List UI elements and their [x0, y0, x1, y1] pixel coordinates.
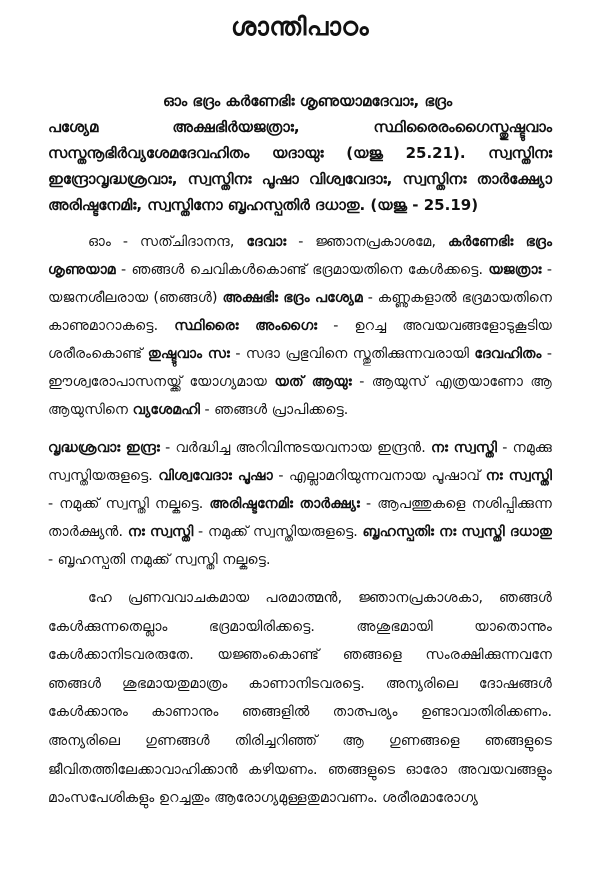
term-highlight: കർണേഭിഃ ഭദ്രം ശൃണുയാമ	[48, 234, 553, 278]
term-highlight: അരിഷ്ടനേമിഃ താർക്ഷ്യഃ	[209, 496, 360, 512]
term-highlight: വൃദ്ധശ്രവാഃ ഇന്ദ്രഃ	[48, 440, 160, 456]
term-meaning: - ജ്ഞാനപ്രകാശമേ,	[286, 234, 448, 250]
term-meaning: - ഞങ്ങൾ പ്രാപിക്കട്ടെ.	[200, 402, 349, 418]
term-highlight: നഃ സ്വസ്തി	[127, 524, 194, 540]
term-highlight: നഃ സ്വസ്തി	[485, 468, 552, 484]
term-highlight: ബൃഹസ്പതിഃ നഃ സ്വസ്തി ദധാതു	[362, 524, 553, 540]
verse-line-first: ഓം ഭദ്രം കർണേഭിഃ ശൃണുയാമദേവാഃ, ഭദ്രം	[163, 92, 453, 110]
page-title: ശാന്തിപാഠം	[230, 12, 370, 41]
prayer-paragraph: ഹേ പ്രണവവാചകമായ പരമാത്മൻ, ജ്ഞാനപ്രകാശകാ, ഞങ്ങൾ കേൾക്കുന്നതെല്ലാം ഭദ്രമായിരിക്കട്ടെ. അശുഭമായി യാതൊന്നും കേൾക്കാനിടവരരുതേ. യജ്ഞംകൊണ്ട് ഞങ്ങളെ സംരക്ഷിക്കുന്നവനേ ഞങ്ങൾ ശുഭമായതുമാത്രം കാണാനിടവരട്ടെ. അന്യരിലെ ദോഷങ്ങൾ കേൾക്കാനും കാണാനും ഞങ്ങളിൽ താത്പര്യം ഉണ്ടാവാതിരിക്കണം. അന്യരിലെ ഗുണങ്ങൾ തിരിച്ചറിഞ്ഞ് ആ ഗുണങ്ങളെ ഞങ്ങളുടെ ജീവിതത്തിലേക്കാവാഹിക്കാൻ കഴിയണം. ഞങ്ങളുടെ ഓരോ അവയവങ്ങളും മാംസപേശികളും ഉറച്ചതും ആരോഗ്യമുള്ളതുമാവണം. ശരീരമാരോഗ്യ	[48, 590, 552, 807]
term-highlight: ദേവഹിതം	[474, 346, 542, 362]
term-meaning: - ആയുസ് എത്രയാണോ ആ ആയുസിനെ	[48, 374, 553, 418]
term-meaning: ഓം - സത്ചിദാനന്ദ,	[88, 234, 247, 250]
term-meaning: - ബൃഹസ്പതി നമുക്ക് സ്വസ്തി നല്കട്ടെ.	[48, 552, 271, 568]
term-meaning: - കണ്ണുകളാൽ ഭദ്രമായതിനെ കാണുമാറാകട്ടെ.	[48, 290, 552, 334]
term-highlight: സ്ഥിരൈഃ അംഗൈഃ	[174, 318, 318, 334]
term-highlight: നഃ സ്വസ്തി	[431, 440, 497, 456]
term-meaning: - നമുക്ക് സ്വസ്തി നല്കട്ടെ.	[48, 496, 210, 512]
term-highlight: യജത്രാഃ	[488, 262, 542, 278]
term-highlight: അക്ഷഭിഃ ഭദ്രം പശ്യേമ	[222, 290, 363, 306]
term-meaning: - വർദ്ധിച്ച അറിവിന്നുടയവനായ ഇന്ദ്രൻ.	[159, 440, 432, 456]
term-highlight: വ്യശേമഹി	[132, 402, 200, 418]
term-meaning: - നമുക്ക് സ്വസ്തിയരുളട്ടെ.	[193, 524, 363, 540]
term-meaning: - ഈശ്വരോപാസനയ്ക്ക് യോഗ്യമായ	[48, 346, 553, 390]
term-meaning: - ആപത്തുകളെ നശിപ്പിക്കുന്ന താർക്ഷ്യൻ.	[48, 496, 552, 540]
term-meaning: - നമുക്കു സ്വസ്തിയരുളട്ടെ.	[48, 440, 552, 484]
explanation-paragraph-1	[48, 228, 552, 424]
term-meaning: - ഞങ്ങൾ ചെവികൾകൊണ്ട് ഭദ്രമായതിനെ കേൾക്കട്ടെ.	[115, 262, 489, 278]
verse-rest: പശ്യേമ അക്ഷഭിർയജത്രാഃ, സ്ഥിരൈരംഗൈസ്തുഷ്ടുവാം സസ്തനൂഭിർവ്യശേമദേവഹിതം യദായുഃ (യജു 25.21). സ്വസ്തിനഃ ഇന്ദ്രോവൃദ്ധശ്രവാഃ, സ്വസ്തിനഃ പൂഷാ വിശ്വവേദാഃ, സ്വസ്തിനഃ താർക്ഷ്യോ അരിഷ്ടനേമിഃ, സ്വസ്തിനോ ബൃഹസ്പതിർ ദധാതു. (യജു - 25.19)	[48, 118, 552, 214]
term-highlight: യത് ആയുഃ	[274, 374, 352, 390]
term-highlight: തുഷ്ടുവാം സഃ	[147, 346, 230, 362]
term-highlight: ദേവാഃ	[246, 234, 287, 250]
term-highlight: വിശ്വവേദാഃ പൂഷാ	[158, 468, 273, 484]
term-meaning: - ഉറച്ച അവയവങ്ങളോടുകൂടിയ ശരീരംകൊണ്ട്	[48, 318, 552, 362]
term-meaning: - എല്ലാമറിയുന്നവനായ പൂഷാവ്	[272, 468, 486, 484]
verse-block	[48, 88, 552, 218]
explanation-paragraph-2	[48, 434, 552, 574]
term-meaning: - യജനശീലരായ (ഞങ്ങൾ)	[48, 262, 552, 306]
term-meaning: - സദാ പ്രഭുവിനെ സ്തുതിക്കുന്നവരായി	[229, 346, 475, 362]
